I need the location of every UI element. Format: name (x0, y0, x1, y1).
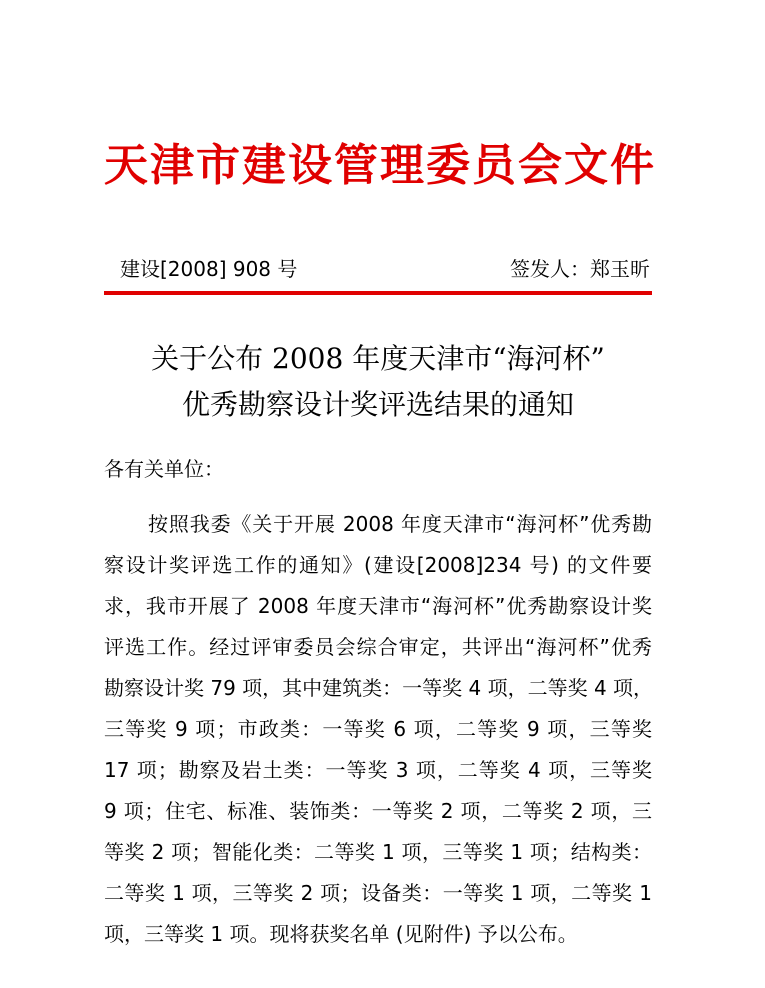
body-line: 项，三等奖 1 项。现将获奖名单 (见附件) 予以公布。 (104, 922, 578, 946)
document-number: 建设[2008] 908 号 (120, 257, 298, 281)
salutation: 各有关单位： (104, 457, 224, 481)
red-divider-line (104, 291, 652, 295)
body-line: 求，我市开展了 2008 年度天津市“海河杯”优秀勘察设计奖 (104, 594, 652, 618)
body-line: 勘察设计奖 79 项，其中建筑类：一等奖 4 项，二等奖 4 项， (104, 676, 654, 700)
body-line: 评选工作。经过评审委员会综合审定，共评出“海河杯”优秀 (104, 635, 652, 659)
body-line: 二等奖 1 项，三等奖 2 项；设备类：一等奖 1 项，二等奖 1 (104, 881, 652, 905)
issuer-title: 天津市建设管理委员会文件 (104, 140, 656, 191)
body-line: 17 项；勘察及岩土类：一等奖 3 项，二等奖 4 项，三等奖 (104, 758, 652, 782)
notice-title-line-1: 关于公布 2008 年度天津市“海河杯” (151, 342, 605, 375)
body-line: 三等奖 9 项；市政类：一等奖 6 项，二等奖 9 项，三等奖 (104, 717, 652, 741)
body-line: 察设计奖评选工作的通知》(建设[2008]234 号) 的文件要 (104, 553, 652, 577)
body-text (104, 504, 652, 955)
body-line: 等奖 2 项；智能化类：二等奖 1 项，三等奖 1 项；结构类： (104, 840, 652, 864)
notice-title (104, 336, 652, 428)
body-line: 按照我委《关于开展 2008 年度天津市“海河杯”优秀勘 (148, 512, 652, 536)
body-line: 9 项；住宅、标准、装饰类：一等奖 2 项，二等奖 2 项，三 (104, 799, 652, 823)
signer: 签发人：郑玉昕 (510, 257, 650, 281)
notice-title-line-2: 优秀勘察设计奖评选结果的通知 (181, 388, 574, 421)
